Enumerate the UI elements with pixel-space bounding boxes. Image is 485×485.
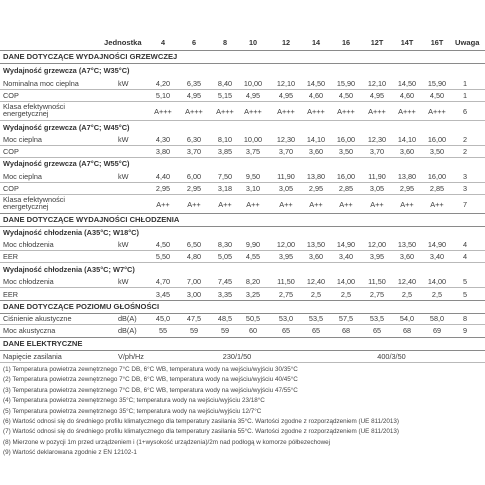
value-cell: 59: [189, 326, 199, 335]
value-cell: 2,5: [310, 290, 322, 299]
value-cell: 3,10: [245, 184, 261, 193]
row-unit: dB(A): [118, 326, 137, 335]
value-cell: 2,75: [369, 290, 385, 299]
value-cell: 50,5: [245, 314, 261, 323]
value-cell: 2,85: [429, 184, 445, 193]
value-cell: 2,5: [431, 290, 443, 299]
note-ref: 2: [462, 147, 468, 156]
subsection-title: Wydajność grzewcza (A7°C; W35°C): [3, 66, 130, 75]
value-cell: 6,50: [186, 240, 202, 249]
footnote-text: (2) Temperatura powietrza zewnętrznego 7°C DB, 6°C WB, temperatura wody na wejściu/wyjściu 40/45°C: [3, 376, 298, 384]
divider: [0, 182, 485, 183]
supply-three-phase: 400/3/50: [377, 352, 406, 361]
value-cell: 4,30: [155, 135, 171, 144]
value-cell: 3,40: [429, 252, 445, 261]
subsection-title: Wydajność chłodzenia (A35°C; W7°C): [3, 265, 135, 274]
value-cell: 45,0: [155, 314, 171, 323]
value-cell: A++: [430, 200, 444, 209]
row-label: Nominalna moc cieplna: [3, 79, 79, 88]
value-cell: 12,00: [276, 240, 296, 249]
value-cell: 65: [372, 326, 382, 335]
value-cell: 8,40: [217, 79, 233, 88]
value-cell: 6,00: [186, 172, 202, 181]
subsection-title: Wydajność chłodzenia (A35°C; W18°C): [3, 228, 139, 237]
subsection-title: Wydajność grzewcza (A7°C; W55°C): [3, 159, 130, 168]
value-cell: 4,95: [278, 91, 294, 100]
row-label: [3, 104, 65, 118]
value-cell: 16,00: [427, 172, 447, 181]
value-cell: 65: [311, 326, 321, 335]
value-cell: 4,95: [186, 91, 202, 100]
value-cell: 9,50: [245, 172, 261, 181]
value-cell: 3,70: [369, 147, 385, 156]
value-cell: 11,50: [277, 277, 295, 286]
value-cell: 58,0: [429, 314, 445, 323]
footnote-text: (1) Temperatura powietrza zewnętrznego 7°C DB, 6°C WB, temperatura wody na wejściu/wyjściu 30/35°C: [3, 366, 298, 373]
unit-column-header: Jednostka: [104, 38, 142, 47]
model-header: 12T: [370, 38, 384, 47]
divider: [0, 287, 485, 288]
value-cell: 3,70: [278, 147, 294, 156]
section-title-noise: DANE DOTYCZĄCE POZIOMU GŁOŚNOŚCI: [3, 302, 160, 311]
divider: [0, 362, 485, 363]
value-cell: 3,60: [308, 147, 324, 156]
value-cell: 8,20: [245, 277, 261, 286]
row-label: Moc chłodzenia: [3, 277, 54, 286]
value-cell: 53,5: [308, 314, 324, 323]
value-cell: 5,50: [155, 252, 171, 261]
divider: [0, 324, 485, 325]
row-unit: kW: [118, 240, 129, 249]
value-cell: 15,90: [427, 79, 447, 88]
divider: [0, 213, 485, 214]
row-label-line: Klasa efektywności: [3, 102, 66, 111]
value-cell: 5,10: [155, 91, 171, 100]
value-cell: 3,50: [429, 147, 445, 156]
note-ref: 1: [462, 91, 468, 100]
value-cell: 11,90: [368, 172, 386, 181]
value-cell: 4,40: [155, 172, 171, 181]
value-cell: 14,90: [336, 240, 356, 249]
value-cell: 14,90: [427, 240, 447, 249]
note-ref: 3: [462, 184, 468, 193]
value-cell: 12,10: [276, 79, 296, 88]
value-cell: 12,00: [367, 240, 387, 249]
row-label: Napięcie zasilania: [3, 352, 62, 361]
footnote-text: (8) Mierzone w pozycji 1m przed urządzeniem i (1+wysokość urządzenia)/2m nad podłogą w komorze półbezechowej: [3, 438, 331, 446]
value-cell: 5,15: [217, 91, 233, 100]
value-cell: 47,5: [186, 314, 202, 323]
value-cell: A++: [187, 200, 201, 209]
value-cell: 65: [281, 326, 291, 335]
value-cell: 2,75: [278, 290, 294, 299]
value-cell: 10,00: [243, 79, 263, 88]
note-ref: 8: [462, 314, 468, 323]
divider: [0, 350, 485, 351]
note-ref: 7: [462, 200, 468, 209]
value-cell: 8,10: [217, 135, 233, 144]
value-cell: A+++: [185, 107, 203, 116]
value-cell: 69: [432, 326, 442, 335]
row-label: COP: [3, 91, 19, 100]
value-cell: 13,50: [306, 240, 326, 249]
value-cell: 14,10: [306, 135, 326, 144]
value-cell: 4,95: [245, 91, 261, 100]
divider: [0, 101, 485, 102]
value-cell: 14,00: [427, 277, 447, 286]
row-unit: kW: [118, 172, 129, 181]
model-header: 12: [281, 38, 291, 47]
value-cell: 54,0: [399, 314, 415, 323]
row-label: COP: [3, 147, 19, 156]
value-cell: 14,50: [397, 79, 417, 88]
model-header: 14: [311, 38, 321, 47]
value-cell: 13,80: [306, 172, 326, 181]
value-cell: 10,00: [243, 135, 263, 144]
value-cell: 68: [402, 326, 412, 335]
subsection-title: Wydajność grzewcza (A7°C; W45°C): [3, 123, 130, 132]
model-header: 14T: [400, 38, 414, 47]
value-cell: A+++: [277, 107, 295, 116]
model-header: 8: [222, 38, 228, 47]
row-label: Moc cieplna: [3, 135, 42, 144]
value-cell: 55: [158, 326, 168, 335]
divider: [0, 337, 485, 338]
value-cell: A++: [279, 200, 293, 209]
value-cell: 3,75: [245, 147, 261, 156]
value-cell: 2,95: [308, 184, 324, 193]
note-ref: 4: [462, 252, 468, 261]
row-unit: kW: [118, 135, 129, 144]
value-cell: 3,45: [155, 290, 171, 299]
value-cell: A++: [400, 200, 414, 209]
value-cell: 7,45: [217, 277, 233, 286]
value-cell: 48,5: [217, 314, 233, 323]
divider: [0, 194, 485, 195]
value-cell: 5,05: [217, 252, 233, 261]
value-cell: 53,5: [369, 314, 385, 323]
value-cell: 4,50: [429, 91, 445, 100]
value-cell: 12,10: [367, 79, 387, 88]
value-cell: 3,95: [369, 252, 385, 261]
value-cell: 6,30: [186, 135, 202, 144]
note-ref: 2: [462, 135, 468, 144]
value-cell: 11,90: [277, 172, 295, 181]
value-cell: 53,0: [278, 314, 294, 323]
value-cell: A++: [309, 200, 323, 209]
value-cell: 68: [341, 326, 351, 335]
divider: [0, 157, 485, 158]
row-unit: kW: [118, 277, 129, 286]
model-header: 6: [191, 38, 197, 47]
row-label: Moc cieplna: [3, 172, 42, 181]
value-cell: 7,50: [217, 172, 233, 181]
footnote-text: (3) Temperatura powietrza zewnętrznego 7°C DB, 6°C WB, temperatura wody na wejściu/wyjściu 47/55°C: [3, 386, 298, 394]
value-cell: 8,30: [217, 240, 233, 249]
value-cell: A+++: [216, 107, 234, 116]
footnote-text: (5) Temperatura powietrza zewnętrznego 35°C; temperatura wody na wejściu/wyjściu 12/7°C: [3, 407, 262, 415]
value-cell: 14,10: [397, 135, 417, 144]
row-label: Moc akustyczna: [3, 326, 56, 335]
footnote-text: (7) Wartość odnosi się do średniego profilu klimatycznego dla temperatury zasilania 55°C. Wartości zgodne z rozporządzeniem (UE 811/2013): [3, 428, 400, 436]
section-title-electrical: DANE ELEKTRYCZNE: [3, 339, 83, 348]
value-cell: 4,60: [308, 91, 324, 100]
section-title-cooling: DANE DOTYCZĄCE WYDAJNOŚCI CHŁODZENIA: [3, 215, 180, 224]
value-cell: 11,50: [368, 277, 386, 286]
row-label-line: energetycznej: [3, 108, 49, 118]
value-cell: 14,00: [336, 277, 356, 286]
divider: [0, 226, 485, 227]
value-cell: 13,80: [397, 172, 417, 181]
value-cell: 2,95: [186, 184, 202, 193]
note-ref: 5: [462, 277, 468, 286]
value-cell: 3,05: [278, 184, 294, 193]
value-cell: A++: [156, 200, 170, 209]
value-cell: 16,00: [336, 135, 356, 144]
note-ref: 1: [462, 79, 468, 88]
note-ref: 4: [462, 240, 468, 249]
value-cell: A+++: [307, 107, 325, 116]
value-cell: 2,95: [399, 184, 415, 193]
value-cell: 12,30: [276, 135, 296, 144]
value-cell: 4,50: [155, 240, 171, 249]
model-header: 16T: [430, 38, 444, 47]
value-cell: 2,95: [155, 184, 171, 193]
value-cell: 13,50: [397, 240, 417, 249]
note-column-header: Uwaga: [455, 38, 480, 47]
value-cell: 3,00: [186, 290, 202, 299]
value-cell: 2,5: [340, 290, 352, 299]
value-cell: 9,90: [245, 240, 261, 249]
value-cell: 7,00: [186, 277, 202, 286]
value-cell: 4,55: [245, 252, 261, 261]
divider: [0, 63, 485, 64]
note-ref: 3: [462, 172, 468, 181]
value-cell: 60: [248, 326, 258, 335]
row-label-line: Klasa efektywności: [3, 195, 66, 204]
value-cell: 12,30: [367, 135, 387, 144]
value-cell: 4,70: [155, 277, 171, 286]
value-cell: 14,50: [306, 79, 326, 88]
divider: [0, 250, 485, 251]
supply-single-phase: 230/1/50: [222, 352, 252, 361]
value-cell: 3,40: [338, 252, 354, 261]
row-label: COP: [3, 184, 19, 193]
value-cell: 57,5: [338, 314, 354, 323]
value-cell: 3,85: [217, 147, 233, 156]
value-cell: 12,40: [397, 277, 417, 286]
value-cell: 15,90: [336, 79, 356, 88]
value-cell: 3,70: [186, 147, 202, 156]
footnote-text: (9) Wartość deklarowana zgodnie z EN 12102-1: [3, 449, 137, 457]
row-unit: dB(A): [118, 314, 137, 323]
value-cell: 3,50: [338, 147, 354, 156]
value-cell: 2,85: [338, 184, 354, 193]
footnote-text: (6) Wartość odnosi się do średniego profilu klimatycznego dla temperatury zasilania 35°C. Wartości zgodne z rozporządzeniem (UE 811/2013): [3, 418, 400, 425]
value-cell: 4,95: [369, 91, 385, 100]
value-cell: A+++: [154, 107, 172, 116]
value-cell: A++: [370, 200, 384, 209]
row-label: EER: [3, 252, 19, 261]
model-header: 4: [160, 38, 166, 47]
row-label-line: energetycznej: [3, 201, 49, 211]
value-cell: A++: [339, 200, 353, 209]
value-cell: 3,80: [155, 147, 171, 156]
value-cell: 3,60: [399, 147, 415, 156]
row-label: Moc chłodzenia: [3, 240, 54, 249]
value-cell: A+++: [368, 107, 386, 116]
divider: [0, 300, 485, 301]
value-cell: A+++: [398, 107, 416, 116]
value-cell: 3,05: [369, 184, 385, 193]
value-cell: A+++: [244, 107, 262, 116]
value-cell: A++: [246, 200, 260, 209]
value-cell: 4,50: [338, 91, 354, 100]
row-unit: kW: [118, 79, 129, 88]
footnote-text: (4) Temperatura powietrza zewnętrznego 35°C; temperatura wody na wejściu/wyjściu 23/18°C: [3, 397, 265, 405]
divider: [0, 50, 485, 51]
value-cell: 3,60: [308, 252, 324, 261]
note-ref: 9: [462, 326, 468, 335]
value-cell: 3,60: [399, 252, 415, 261]
value-cell: 3,35: [217, 290, 233, 299]
value-cell: 16,00: [427, 135, 447, 144]
section-title-heating: DANE DOTYCZĄCE WYDAJNOŚCI GRZEWCZEJ: [3, 52, 178, 61]
value-cell: 4,20: [155, 79, 171, 88]
value-cell: A++: [218, 200, 232, 209]
value-cell: 3,25: [245, 290, 261, 299]
model-header: 16: [341, 38, 351, 47]
value-cell: 16,00: [336, 172, 356, 181]
value-cell: 59: [220, 326, 230, 335]
row-label: EER: [3, 290, 19, 299]
row-label: [3, 197, 65, 211]
divider: [0, 145, 485, 146]
value-cell: 4,80: [186, 252, 202, 261]
divider: [0, 120, 485, 121]
model-header: 10: [248, 38, 258, 47]
value-cell: 6,35: [186, 79, 202, 88]
value-cell: 4,60: [399, 91, 415, 100]
value-cell: A+++: [337, 107, 355, 116]
row-label: Ciśnienie akustyczne: [3, 314, 72, 323]
value-cell: 3,95: [278, 252, 294, 261]
value-cell: 2,5: [401, 290, 413, 299]
note-ref: 6: [462, 107, 468, 116]
note-ref: 5: [462, 290, 468, 299]
divider: [0, 89, 485, 90]
divider: [0, 262, 485, 263]
value-cell: 3,18: [217, 184, 233, 193]
value-cell: A+++: [428, 107, 446, 116]
row-unit: V/ph/Hz: [118, 352, 144, 361]
value-cell: 12,40: [306, 277, 326, 286]
